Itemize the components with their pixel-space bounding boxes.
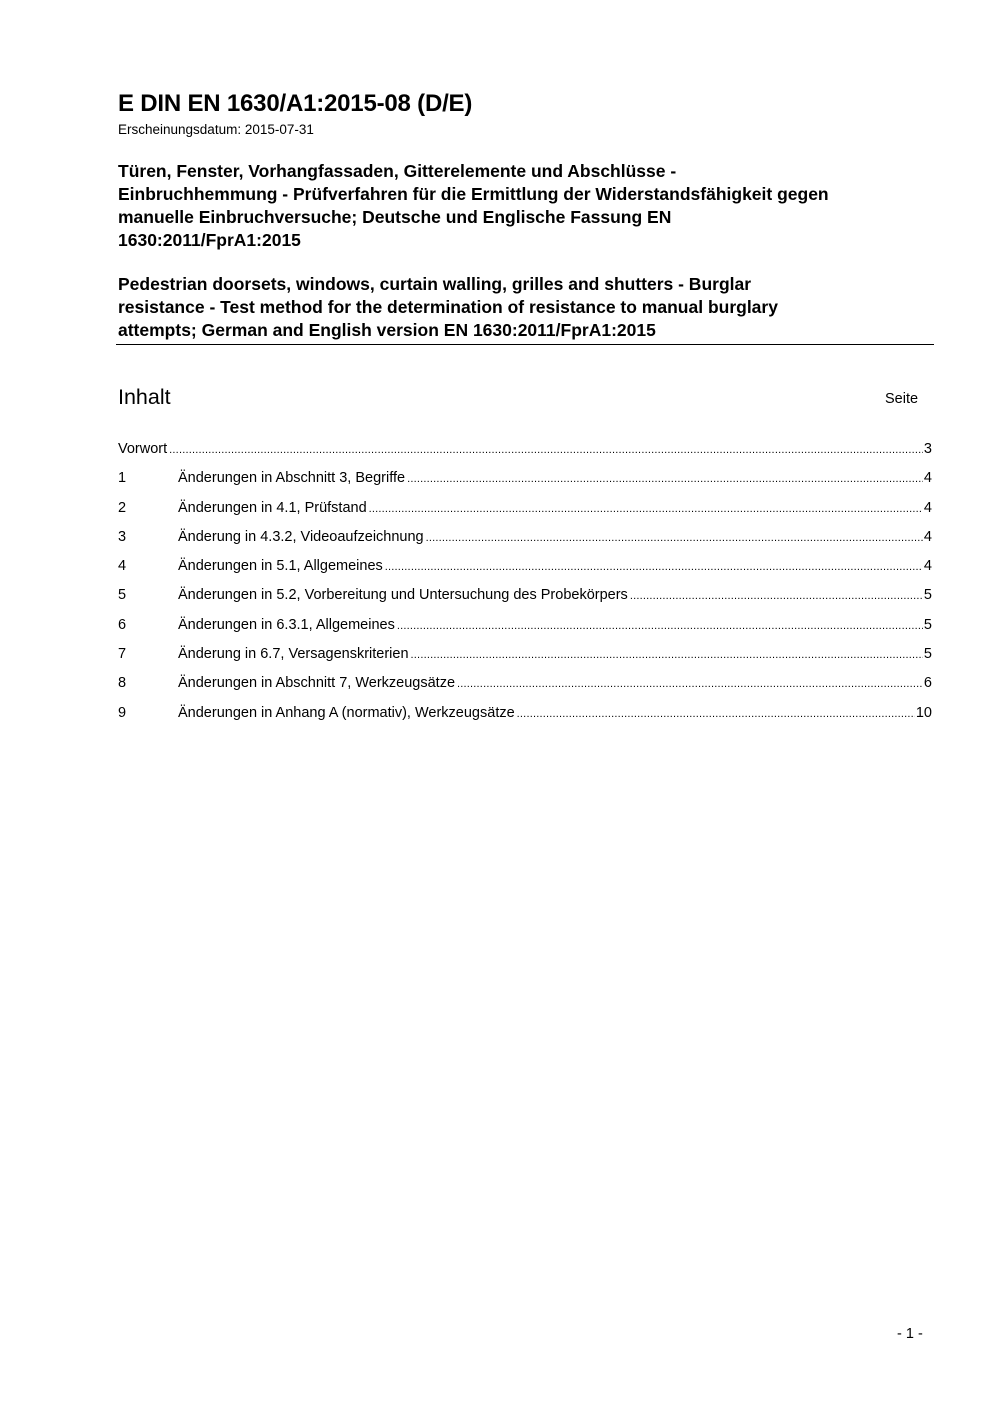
- title-english-line: Pedestrian doorsets, windows, curtain walling, grilles and shutters - Burglar: [118, 274, 752, 294]
- toc-entry-number: 9: [118, 704, 127, 721]
- publication-date: Erscheinungsdatum: 2015-07-31: [118, 122, 314, 137]
- toc-entry[interactable]: [118, 585, 932, 614]
- toc-entry-title: Änderungen in 4.1, Prüfstand: [178, 499, 367, 516]
- toc-entry[interactable]: [118, 644, 932, 673]
- toc-dot-leader: [517, 704, 915, 724]
- title-german-line: Türen, Fenster, Vorhangfassaden, Gitterelemente und Abschlüsse -: [118, 161, 677, 181]
- toc-dot-leader: [426, 528, 923, 548]
- document-id: E DIN EN 1630/A1:2015-08 (D/E): [118, 90, 473, 117]
- toc-entry-title: Änderungen in Abschnitt 7, Werkzeugsätze: [178, 675, 456, 692]
- title-german: [118, 160, 938, 252]
- toc-entry-title: Änderungen in Abschnitt 3, Begriffe: [178, 470, 406, 487]
- toc-dot-leader: [169, 440, 923, 460]
- toc-entry-page: 3: [923, 441, 932, 457]
- toc-entry-title: Änderung in 6.7, Versagenskriterien: [178, 646, 409, 663]
- toc-entry-page: 4: [923, 528, 932, 545]
- toc-entry-number: 5: [118, 587, 127, 604]
- toc-entry[interactable]: [118, 527, 932, 556]
- title-english-line: resistance - Test method for the determination of resistance to manual burglary: [118, 297, 778, 317]
- page-number: - 1 -: [897, 1326, 923, 1342]
- toc-dot-leader: [411, 645, 923, 665]
- toc-page-label: Seite: [885, 391, 919, 407]
- toc-entry-title: Änderungen in 5.2, Vorbereitung und Untersuchung des Probekörpers: [178, 587, 628, 604]
- toc-heading: Inhalt: [118, 385, 171, 409]
- title-english: [118, 273, 938, 342]
- toc-entry[interactable]: [118, 439, 932, 468]
- toc-entry-page: 10: [915, 704, 932, 721]
- table-of-contents: [118, 439, 932, 732]
- toc-dot-leader: [457, 674, 923, 694]
- title-english-line: attempts; German and English version EN 1630:2011/FprA1:2015: [118, 320, 656, 340]
- toc-dot-leader: [385, 557, 923, 577]
- toc-entry-page: 4: [923, 499, 932, 516]
- toc-entry-page: 5: [923, 587, 932, 604]
- toc-entry-page: 5: [923, 616, 932, 633]
- toc-entry-page: 6: [923, 675, 932, 692]
- toc-entry-title: Änderungen in Anhang A (normativ), Werkzeugsätze: [178, 704, 515, 721]
- title-german-line: manuelle Einbruchversuche; Deutsche und Englische Fassung EN: [118, 207, 672, 227]
- toc-entry[interactable]: [118, 498, 932, 527]
- title-german-line: Einbruchhemmung - Prüfverfahren für die Ermittlung der Widerstandsfähigkeit gegen: [118, 184, 829, 204]
- toc-entry-title: Vorwort: [118, 441, 168, 457]
- toc-entry[interactable]: [118, 615, 932, 644]
- toc-dot-leader: [369, 499, 923, 519]
- title-german-line: 1630:2011/FprA1:2015: [118, 230, 301, 250]
- toc-entry-number: 7: [118, 646, 127, 663]
- toc-entry[interactable]: [118, 673, 932, 702]
- toc-entry-number: 4: [118, 558, 127, 575]
- toc-entry-number: 3: [118, 528, 127, 545]
- toc-dot-leader: [407, 469, 923, 489]
- toc-entry-number: 1: [118, 470, 127, 487]
- toc-entry-page: 4: [923, 558, 932, 575]
- toc-entry-page: 4: [923, 470, 932, 487]
- toc-dot-leader: [397, 616, 923, 636]
- toc-entry-title: Änderung in 4.3.2, Videoaufzeichnung: [178, 528, 424, 545]
- toc-entry-number: 6: [118, 616, 127, 633]
- title-divider: [116, 344, 934, 345]
- toc-entry-title: Änderungen in 6.3.1, Allgemeines: [178, 616, 395, 633]
- toc-entry[interactable]: [118, 556, 932, 585]
- toc-entry[interactable]: [118, 468, 932, 497]
- toc-entry-title: Änderungen in 5.1, Allgemeines: [178, 558, 383, 575]
- toc-entry-page: 5: [923, 646, 932, 663]
- toc-entry-number: 2: [118, 499, 127, 516]
- toc-dot-leader: [630, 586, 923, 606]
- toc-entry[interactable]: [118, 703, 932, 732]
- toc-entry-number: 8: [118, 675, 127, 692]
